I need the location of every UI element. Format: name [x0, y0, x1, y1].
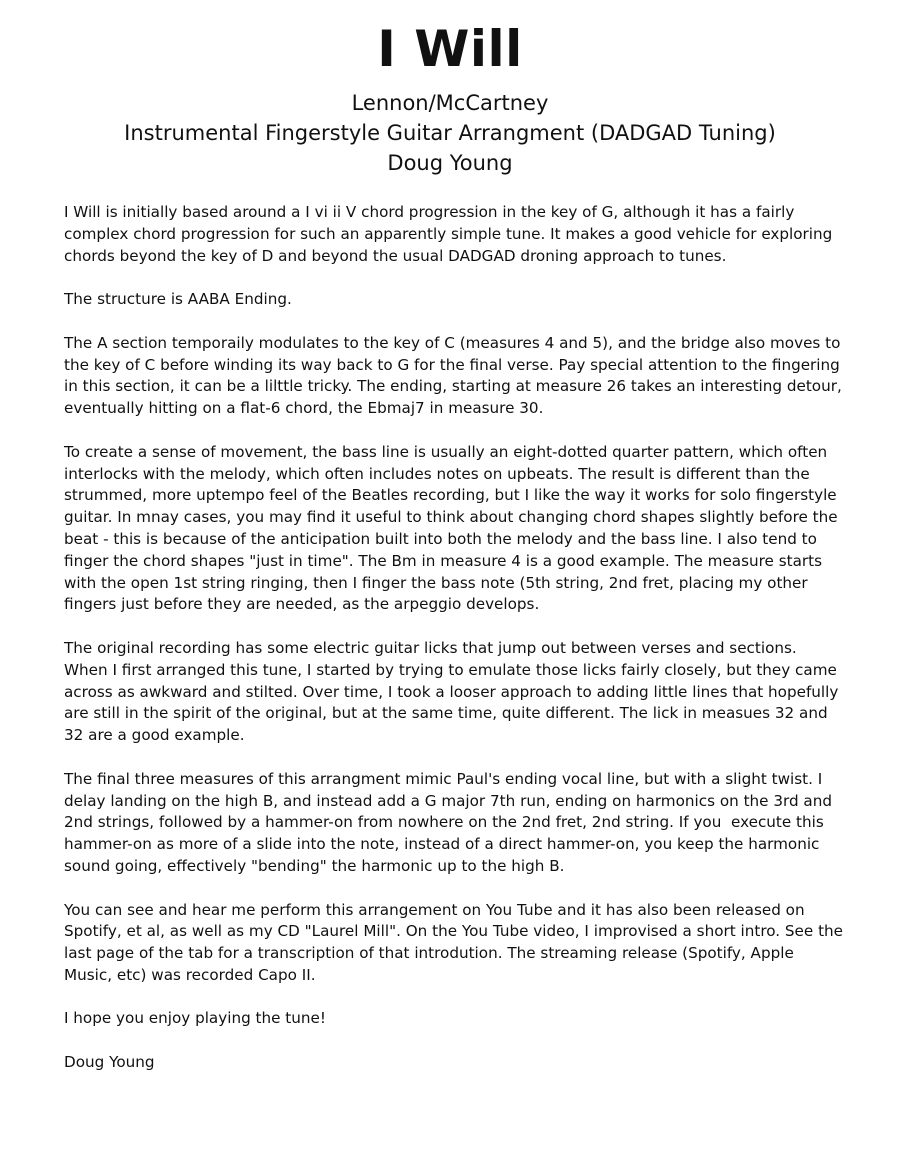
paragraph-bass-line: To create a sense of movement, the bass line is usually an eight-dotted quarter pattern, which often interlocks with the melody, which often includes notes on upbeats. The result is different than the strummed, more uptempo feel of the Beatles recording, but I like the way it works for solo fingerstyle guitar. In mnay cases, you may find it useful to think about changing chord shapes slightly before the beat - this is because of the anticipation built into both the melody and the bass line. I also tend to finger the chord shapes "just in time". The Bm in measure 4 is a good example. The measure starts with the open 1st string ringing, then I finger the bass note (5th string, 2nd fret, placing my other fingers just before they are needed, as the arpeggio develops. [64, 442, 843, 614]
signature: Doug Young [64, 1053, 155, 1072]
paragraph-recording: You can see and hear me perform this arrangement on You Tube and it has also been released on Spotify, et al, as well as my CD "Laurel Mill". On the You Tube video, I improvised a short intro. See the last page of the tab for a transcription of that introdution. The streaming release (Spotify, Apple Music, etc) was recorded Capo II. [64, 900, 848, 984]
composer-credit: Lennon/McCartney [351, 91, 549, 115]
song-title: I Will [377, 20, 523, 78]
paragraph-guitar-licks: The original recording has some electric guitar licks that jump out between verses and sections. When I first arranged this tune, I started by trying to emulate those licks fairly closely, but they came across as awkward and stilted. Over time, I took a looser approach to adding little lines that hopefully are still in the spirit of the original, but at the same time, quite different. The lick in measues 32 and 32 are a good example. [64, 638, 844, 745]
paragraph-structure: The structure is AABA Ending. [64, 290, 292, 309]
paragraph-ending: The final three measures of this arrangment mimic Paul's ending vocal line, but with a slight twist. I delay landing on the high B, and instead add a G major 7th run, ending on harmonics on the 3rd and 2nd strings, followed by a hammer-on from nowhere on the 2nd fret, 2nd string. If you execute this hammer-on as more of a slide into the note, instead of a direct hammer-on, you keep the harmonic sound going, effectively "bending" the harmonic up to the high B. [64, 769, 837, 875]
paragraph-intro: I Will is initially based around a I vi ii V chord progression in the key of G, although it has a fairly complex chord progression for such an apparently simple tune. It makes a good vehicle for exploring chords beyond the key of D and beyond the usual DADGAD droning approach to tunes. [64, 203, 838, 265]
arranger-name: Doug Young [387, 151, 513, 175]
paragraph-closing: I hope you enjoy playing the tune! [64, 1009, 326, 1028]
arrangement-subtitle: Instrumental Fingerstyle Guitar Arrangment (DADGAD Tuning) [124, 121, 776, 145]
paragraph-a-section: The A section temporaily modulates to the key of C (measures 4 and 5), and the bridge also moves to the key of C before winding its way back to G for the final verse. Pay special attention to the fingering in this section, it can be a lilttle tricky. The ending, starting at measure 26 takes an interesting detour, eventually hitting on a flat-6 chord, the Ebmaj7 in measure 30. [64, 333, 847, 418]
notes-body [64, 202, 848, 1096]
